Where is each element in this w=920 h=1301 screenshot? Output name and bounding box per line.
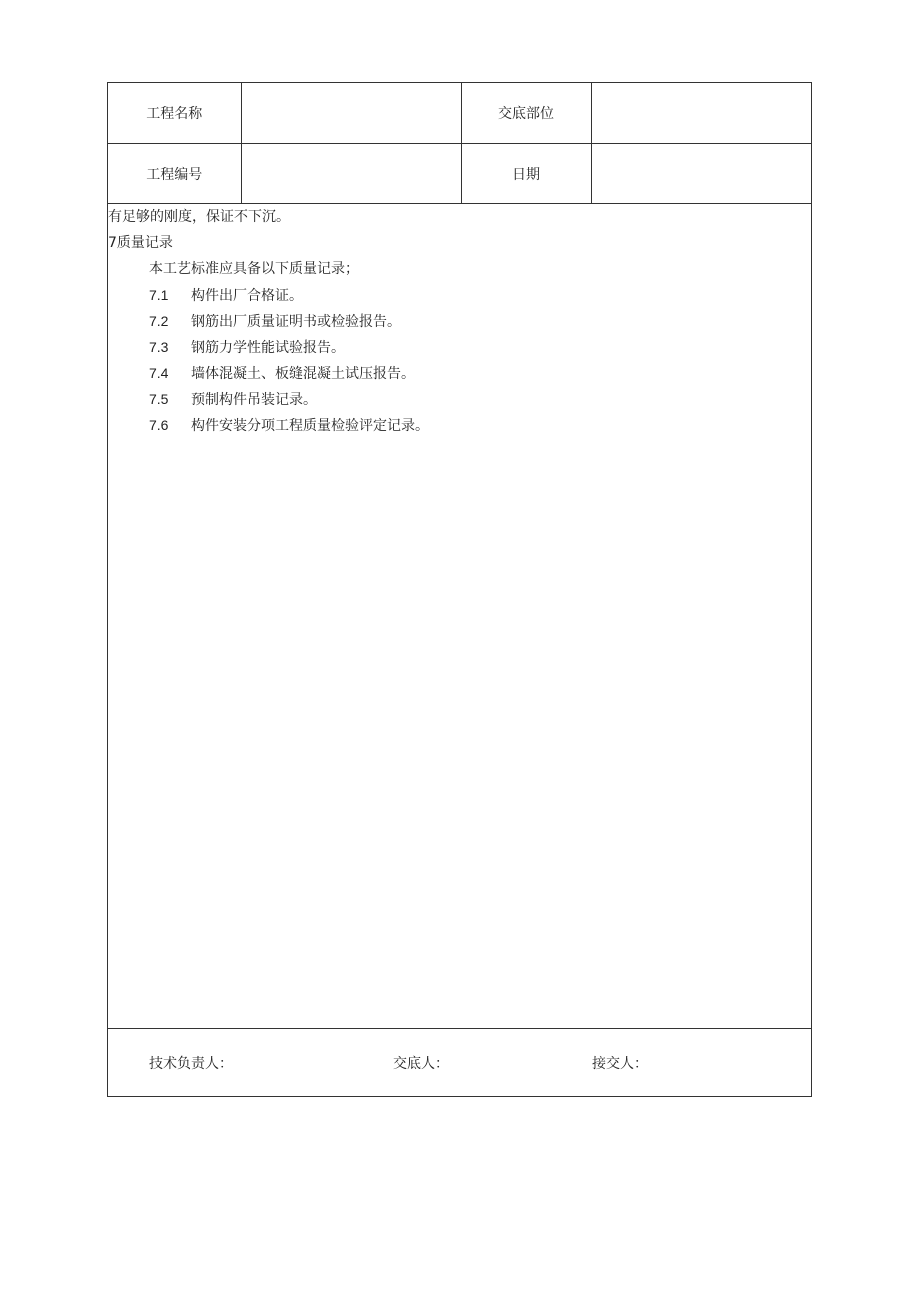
list-item [149, 360, 415, 387]
section-intro: 本工艺标准应具备以下质量记录； [149, 261, 359, 277]
item-text: 钢筋力学性能试验报告。 [191, 340, 345, 356]
receiver-signature-label: 接交人： [592, 1056, 648, 1072]
header-row-1 [108, 83, 811, 144]
tech-lead-signature-label: 技术负责人： [149, 1056, 233, 1072]
item-number: 7.1 [149, 287, 169, 303]
list-item [149, 334, 345, 361]
item-number: 7.2 [149, 313, 169, 329]
project-no-field[interactable] [241, 144, 461, 204]
project-name-field[interactable] [241, 83, 461, 144]
header-row-2 [108, 144, 811, 204]
list-item [149, 308, 401, 335]
project-name-label: 工程名称 [108, 83, 241, 144]
list-item [149, 412, 429, 439]
item-text: 构件安装分项工程质量检验评定记录。 [191, 418, 429, 434]
item-number: 7.5 [149, 391, 169, 407]
list-item [149, 282, 303, 309]
content-area [108, 204, 811, 1028]
item-text: 钢筋出厂质量证明书或检验报告。 [191, 314, 401, 330]
item-number: 7.6 [149, 417, 169, 433]
item-text: 预制构件吊装记录。 [191, 392, 317, 408]
date-label: 日期 [461, 144, 591, 204]
section-title: 7质量记录 [108, 235, 173, 251]
item-text: 墙体混凝土、板缝混凝土试压报告。 [191, 366, 415, 382]
item-number: 7.3 [149, 339, 169, 355]
handover-by-signature-label: 交底人： [393, 1056, 449, 1072]
continued-text: 有足够的刚度，保证不下沉。 [108, 209, 290, 225]
handover-part-label: 交底部位 [461, 83, 591, 144]
project-no-label: 工程编号 [108, 144, 241, 204]
date-field[interactable] [591, 144, 811, 204]
handover-form [107, 82, 812, 1097]
item-text: 构件出厂合格证。 [191, 288, 303, 304]
handover-part-field[interactable] [591, 83, 811, 144]
form-header-table [108, 83, 811, 204]
item-number: 7.4 [149, 365, 169, 381]
signature-footer [108, 1028, 811, 1097]
list-item [149, 386, 317, 413]
